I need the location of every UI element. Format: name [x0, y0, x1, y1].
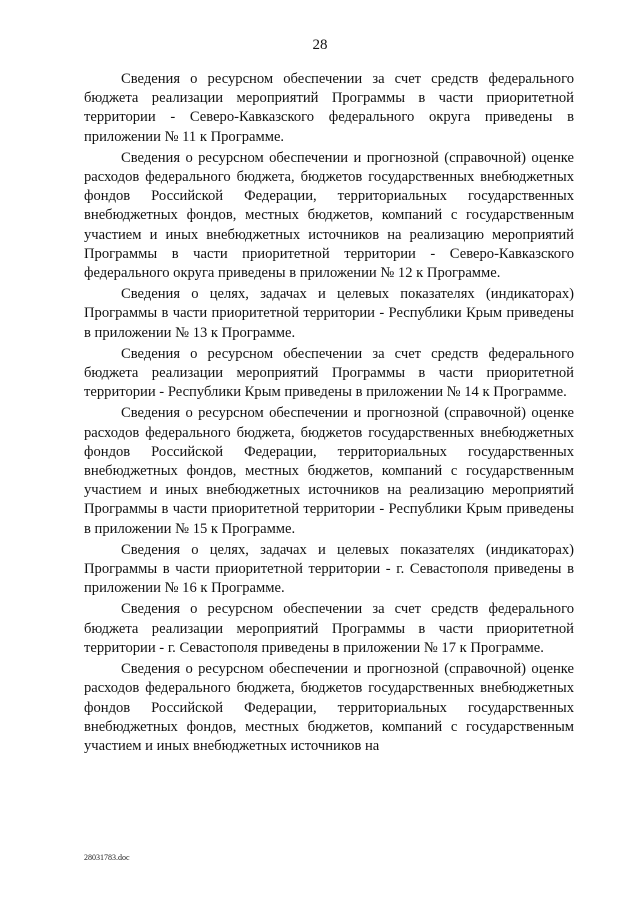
- paragraph-appendix-15: Сведения о ресурсном обеспечении и прогнозной (справочной) оценке расходов федерального бюджета, бюджетов государственных внебюджетных фондов Российской Федерации, территориальных государственных внебюджетных фондов, местных бюджетов, компаний с государственным участием и иных внебюджетных источников на реализацию мероприятий Программы в части приоритетной территории - Республики Крым приведены в приложении № 15 к Программе.: [84, 405, 574, 537]
- paragraph-appendix-17: Сведения о ресурсном обеспечении за счет средств федерального бюджета реализации мероприятий Программы в части приоритетной территории - г. Севастополя приведены в приложении № 17 к Программе.: [84, 601, 574, 656]
- paragraph-continued: Сведения о ресурсном обеспечении и прогнозной (справочной) оценке расходов федерального бюджета, бюджетов государственных внебюджетных фондов Российской Федерации, территориальных государственных внебюджетных фондов, местных бюджетов, компаний с государственным участием и иных внебюджетных источников на: [84, 661, 574, 754]
- document-body: [84, 70, 574, 758]
- page-number: 28: [312, 37, 328, 53]
- file-name-footer: 28031783.doc: [84, 853, 130, 862]
- paragraph-appendix-11: Сведения о ресурсном обеспечении за счет средств федерального бюджета реализации мероприятий Программы в части приоритетной территории - Северо-Кавказского федерального округа приведены в приложении № 11 к Программе.: [84, 71, 574, 145]
- paragraph-appendix-16: Сведения о целях, задачах и целевых показателях (индикаторах) Программы в части приоритетной территории - г. Севастополя приведены в приложении № 16 к Программе.: [84, 541, 574, 597]
- paragraph-appendix-12: Сведения о ресурсном обеспечении и прогнозной (справочной) оценке расходов федерального бюджета, бюджетов государственных внебюджетных фондов Российской Федерации, территориальных государственных внебюджетных фондов, местных бюджетов, компаний с государственным участием и иных внебюджетных источников на реализацию мероприятий Программы в части приоритетной территории - Северо-Кавказского федерального округа приведены в приложении № 12 к Программе.: [84, 149, 574, 282]
- paragraph-appendix-13: Сведения о целях, задачах и целевых показателях (индикаторах) Программы в части приоритетной территории - Республики Крым приведены в приложении № 13 к Программе.: [84, 286, 574, 341]
- paragraph-appendix-14: Сведения о ресурсном обеспечении за счет средств федерального бюджета реализации мероприятий Программы в части приоритетной территории - Республики Крым приведены в приложении № 14 к Программе.: [84, 345, 574, 401]
